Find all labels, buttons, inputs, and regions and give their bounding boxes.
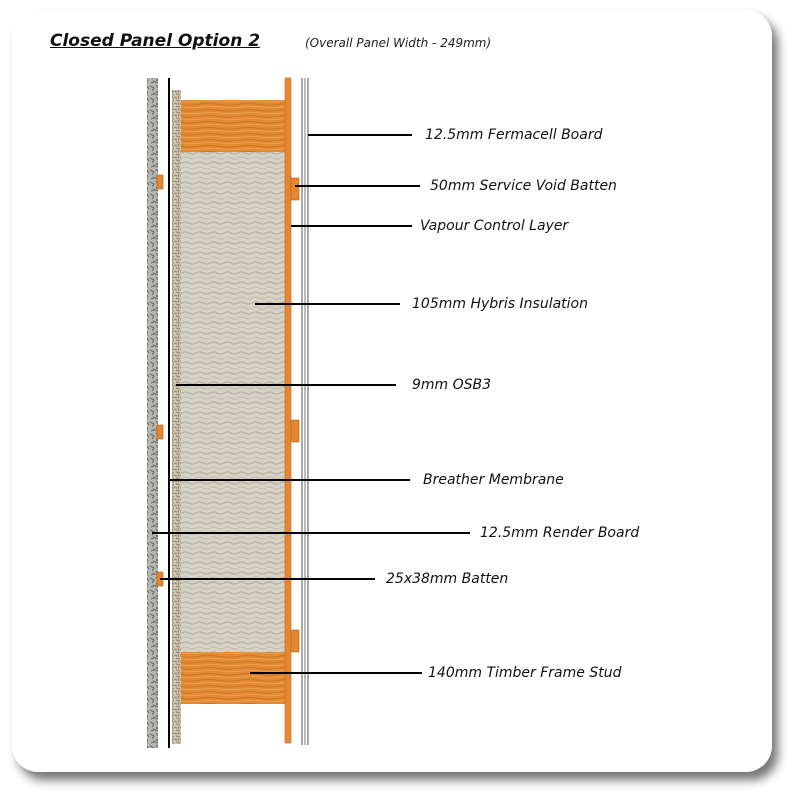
label-service-batten: 50mm Service Void Batten [430, 178, 617, 194]
inner-timber-strip [285, 78, 291, 743]
insulation-layer [181, 152, 286, 652]
diagram-title: Closed Panel Option 2 [50, 31, 261, 51]
label-breather: Breather Membrane [423, 472, 564, 488]
label-insulation: 105mm Hybris Insulation [412, 296, 588, 312]
top-stud-timber [181, 100, 286, 152]
render-board-layer [147, 78, 158, 748]
label-osb: 9mm OSB3 [412, 377, 492, 393]
label-vcl: Vapour Control Layer [420, 218, 569, 234]
label-fermacell: 12.5mm Fermacell Board [425, 127, 603, 143]
service-batten-nub [291, 420, 299, 442]
batten-nub [157, 425, 163, 439]
label-batten: 25x38mm Batten [386, 571, 509, 587]
diagram-subtitle: (Overall Panel Width - 249mm) [305, 36, 492, 50]
batten-nub [157, 175, 163, 189]
service-batten-nub [291, 630, 299, 652]
service-batten-nub [291, 178, 299, 200]
label-stud: 140mm Timber Frame Stud [428, 665, 622, 681]
label-render-board: 12.5mm Render Board [480, 525, 640, 541]
osb-layer [172, 90, 181, 744]
bottom-stud-timber [181, 652, 286, 704]
